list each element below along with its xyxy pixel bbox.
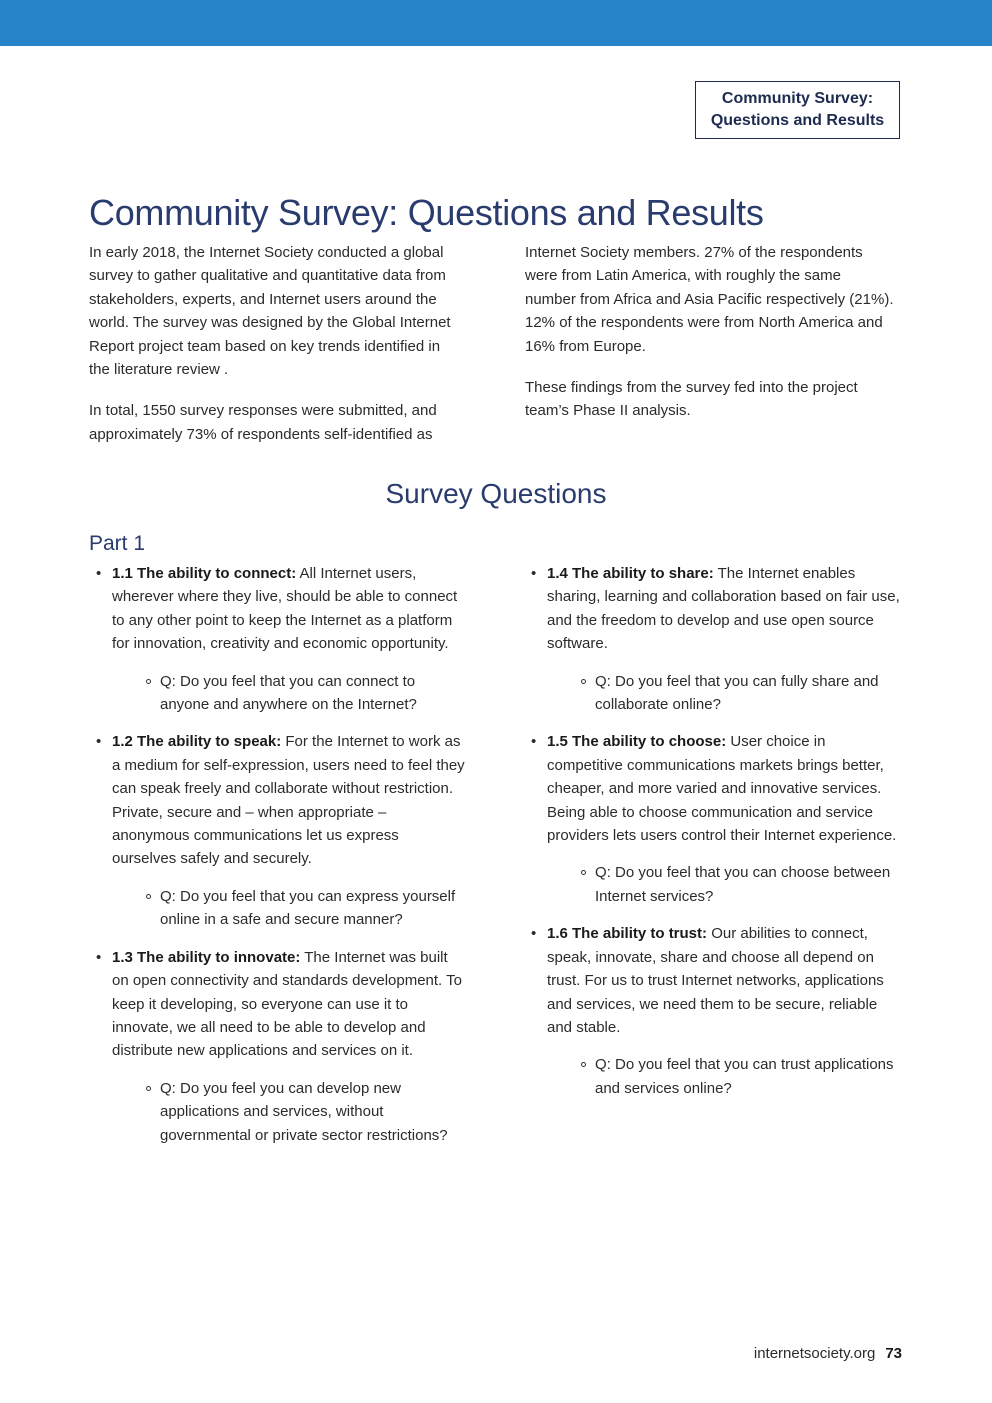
bullet-icon: •	[531, 733, 537, 751]
sub-question	[112, 885, 466, 932]
section-tag-line2: Questions and Results	[710, 112, 885, 129]
question-item	[529, 562, 901, 716]
question-text: User choice in competitive communications markets brings better, cheaper, and more varied and innovative services. Being able to choose communication and service providers lets users control their Internet experience.	[547, 733, 897, 845]
question-label: 1.4 The ability to share:	[547, 565, 714, 582]
page-number: 73	[885, 1345, 902, 1362]
questions-right-column	[529, 562, 901, 1114]
intro-paragraph: These findings from the survey fed into the project team’s Phase II analysis.	[525, 379, 858, 420]
circle-bullet-icon	[146, 894, 151, 899]
circle-bullet-icon	[146, 1086, 151, 1091]
question-item	[529, 922, 901, 1100]
intro-paragraph: In early 2018, the Internet Society conducted a global survey to gather qualitative and quantitative data from stakeholders, experts, and Internet users around the world. The survey was designed by the Global Internet Report project team based on key trends identified in the literature review .	[89, 244, 451, 379]
bullet-icon: •	[96, 948, 102, 966]
section-tag	[695, 81, 900, 139]
section-tag-line1: Community Survey:	[721, 90, 874, 107]
question-label: 1.1 The ability to connect:	[112, 565, 297, 582]
questions-left-column	[94, 562, 466, 1161]
page-footer	[754, 1345, 902, 1362]
intro-left-column	[89, 241, 459, 464]
bullet-icon: •	[96, 565, 102, 582]
question-text: For the Internet to work as a medium for self-expression, users need to feel they can speak freely and collaborate without restriction. Private, secure and – when appropriate – anonymous communications let us express ourselves safely and securely.	[112, 733, 465, 868]
question-item	[94, 730, 466, 931]
footer-site-link[interactable]: internetsociety.org	[753, 1345, 876, 1362]
question-text: Our abilities to connect, speak, innovate, share and choose all depend on trust. For us to trust Internet networks, applications and services, we need them to be secure, reliable and stable.	[547, 925, 884, 1036]
question-item	[94, 562, 466, 716]
question-text: The Internet enables sharing, learning and collaboration based on fair use, and the freedom to develop and use open source software.	[547, 565, 900, 653]
circle-bullet-icon	[581, 870, 586, 875]
sub-question-text: Q: Do you feel you can develop new applications and services, without governmental or private sector restrictions?	[160, 1079, 448, 1144]
circle-bullet-icon	[581, 1062, 586, 1067]
sub-question	[547, 670, 901, 717]
part-title: Part 1	[89, 532, 146, 555]
sub-question-text: Q: Do you feel that you can express yourself online in a safe and secure manner?	[160, 887, 456, 929]
sub-question-text: Q: Do you feel that you can trust applications and services online?	[595, 1056, 894, 1097]
sub-question	[547, 1053, 901, 1100]
bullet-icon: •	[531, 925, 537, 943]
question-label: 1.3 The ability to innovate:	[112, 948, 301, 966]
question-label: 1.5 The ability to choose:	[547, 733, 727, 751]
sub-question	[112, 1077, 466, 1147]
sub-question-text: Q: Do you feel that you can connect to anyone and anywhere on the Internet?	[160, 672, 417, 714]
question-label: 1.6 The ability to trust:	[547, 925, 708, 943]
intro-paragraph: In total, 1550 survey responses were submitted, and approximately 73% of respondents self-identified as	[89, 402, 437, 443]
question-item	[529, 730, 901, 908]
sub-question-text: Q: Do you feel that you can choose between Internet services?	[595, 864, 891, 905]
question-text: All Internet users, wherever where they live, should be able to connect to any other point to keep the Internet as a platform for innovation, creativity and economic opportunity.	[112, 565, 458, 653]
circle-bullet-icon	[146, 679, 151, 684]
question-item	[94, 946, 466, 1147]
intro-paragraph: Internet Society members. 27% of the respondents were from Latin America, with roughly the same number from Africa and Asia Pacific respectively (21%). 12% of the respondents were from North America and 16% from Europe.	[525, 244, 894, 355]
question-label: 1.2 The ability to speak:	[112, 733, 282, 751]
sub-question-text: Q: Do you feel that you can fully share and collaborate online?	[595, 672, 879, 714]
question-text: The Internet was built on open connectivity and standards development. To keep it developing, so everyone can use it to innovate, we all need to be able to develop and distribute new applications and services on it.	[112, 948, 462, 1060]
sub-question	[547, 861, 901, 908]
page-title: Community Survey: Questions and Results	[89, 192, 764, 233]
sub-question	[112, 670, 466, 717]
top-color-bar	[0, 0, 992, 46]
circle-bullet-icon	[581, 679, 586, 684]
bullet-icon: •	[96, 733, 102, 751]
intro-right-column	[525, 241, 895, 441]
section-title: Survey Questions	[385, 478, 607, 509]
bullet-icon: •	[531, 565, 537, 582]
